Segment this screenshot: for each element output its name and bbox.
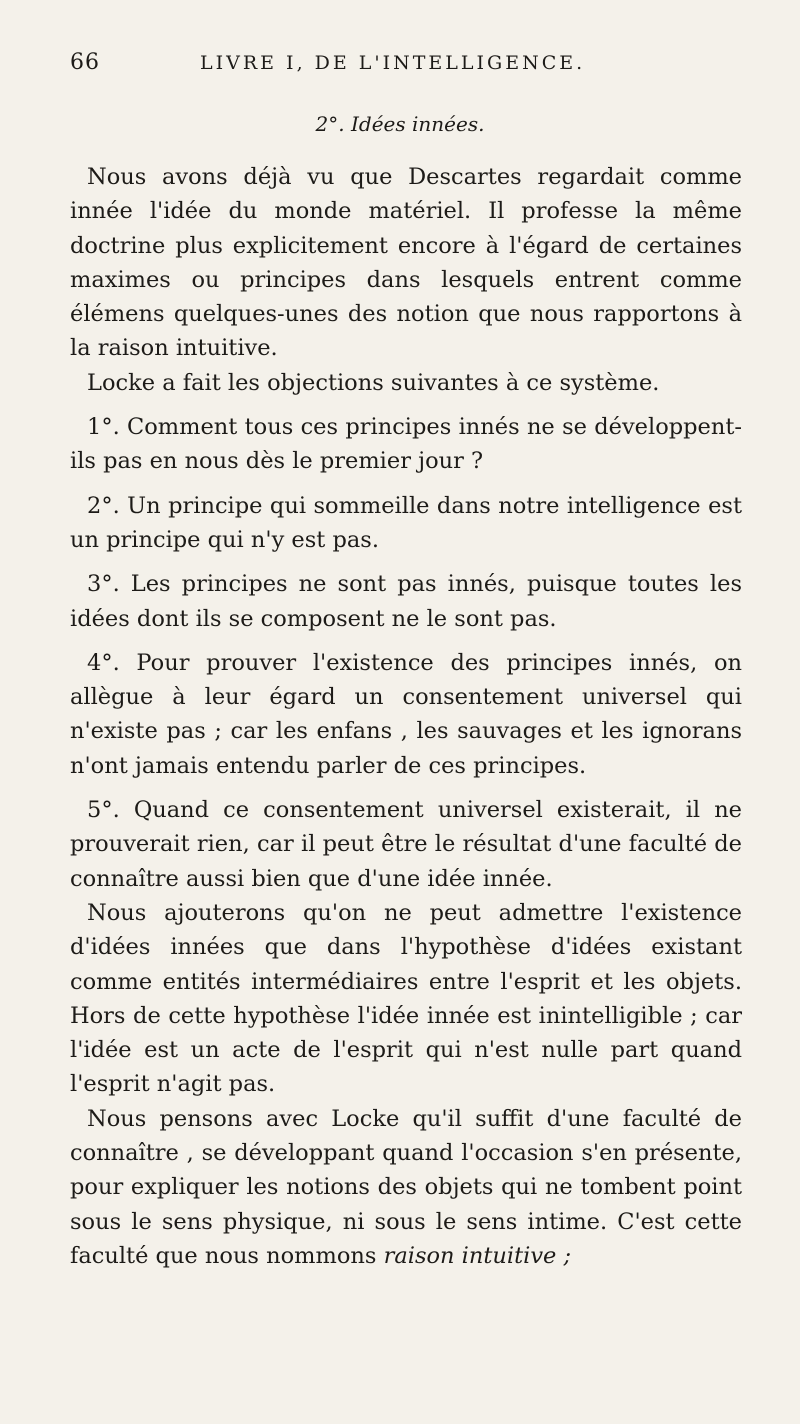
section-title: 2°. Idées innées.: [315, 112, 485, 136]
page-number: 66: [70, 50, 100, 75]
paragraph-locke-objections: Locke a fait les objections suivantes à ce système.: [87, 369, 660, 396]
conclusion-text: Nous pensons avec Locke qu'il suffit d'une faculté de connaître , se développant quand l'occasion s'en présente, pour expliquer les notions des objets qui ne tombent point sous le sens physique, ni sous le sens intime. C'est cette faculté que nous nommons: [70, 1105, 742, 1269]
conclusion-italic-term: raison intuitive ;: [383, 1242, 572, 1269]
paragraph-addition: Nous ajouterons qu'on ne peut admettre l'existence d'idées innées que dans l'hypothèse d'idées existant comme entités intermédiaires entre l'esprit et les objets. Hors de cette hypothèse l'idée innée est inintelligible ; car l'idée est un acte de l'esprit qui n'est nulle part quand l'esprit n'agit pas.: [70, 899, 742, 1098]
objection-5: 5°. Quand ce consentement universel existerait, il ne prouverait rien, car il peut être le résultat d'une faculté de connaître aussi bien que d'une idée innée.: [70, 797, 742, 892]
objection-1: 1°. Comment tous ces principes innés ne se développent-ils pas en nous dès le premier jour ?: [70, 414, 742, 475]
body-text: [70, 160, 742, 1273]
objection-2: 2°. Un principe qui sommeille dans notre intelligence est un principe qui n'y est pas.: [70, 492, 742, 553]
page-header: [70, 50, 760, 90]
objection-3: 3°. Les principes ne sont pas innés, puisque toutes les idées dont ils se composent ne le sont pas.: [70, 571, 742, 632]
paragraph-conclusion: [70, 1102, 742, 1273]
running-head: LIVRE I, DE L'INTELLIGENCE.: [200, 52, 586, 74]
objection-4: 4°. Pour prouver l'existence des principes innés, on allègue à leur égard un consentement universel qui n'existe pas ; car les enfans , les sauvages et les ignorans n'ont jamais entendu parler de ces principes.: [70, 649, 742, 779]
paragraph-intro: Nous avons déjà vu que Descartes regardait comme innée l'idée du monde matériel. Il professe la même doctrine plus explicitement encore à l'égard de certaines maximes ou principes dans lesquels entrent comme élémens quelques-unes des notion que nous rapportons à la raison intuitive.: [70, 164, 742, 362]
